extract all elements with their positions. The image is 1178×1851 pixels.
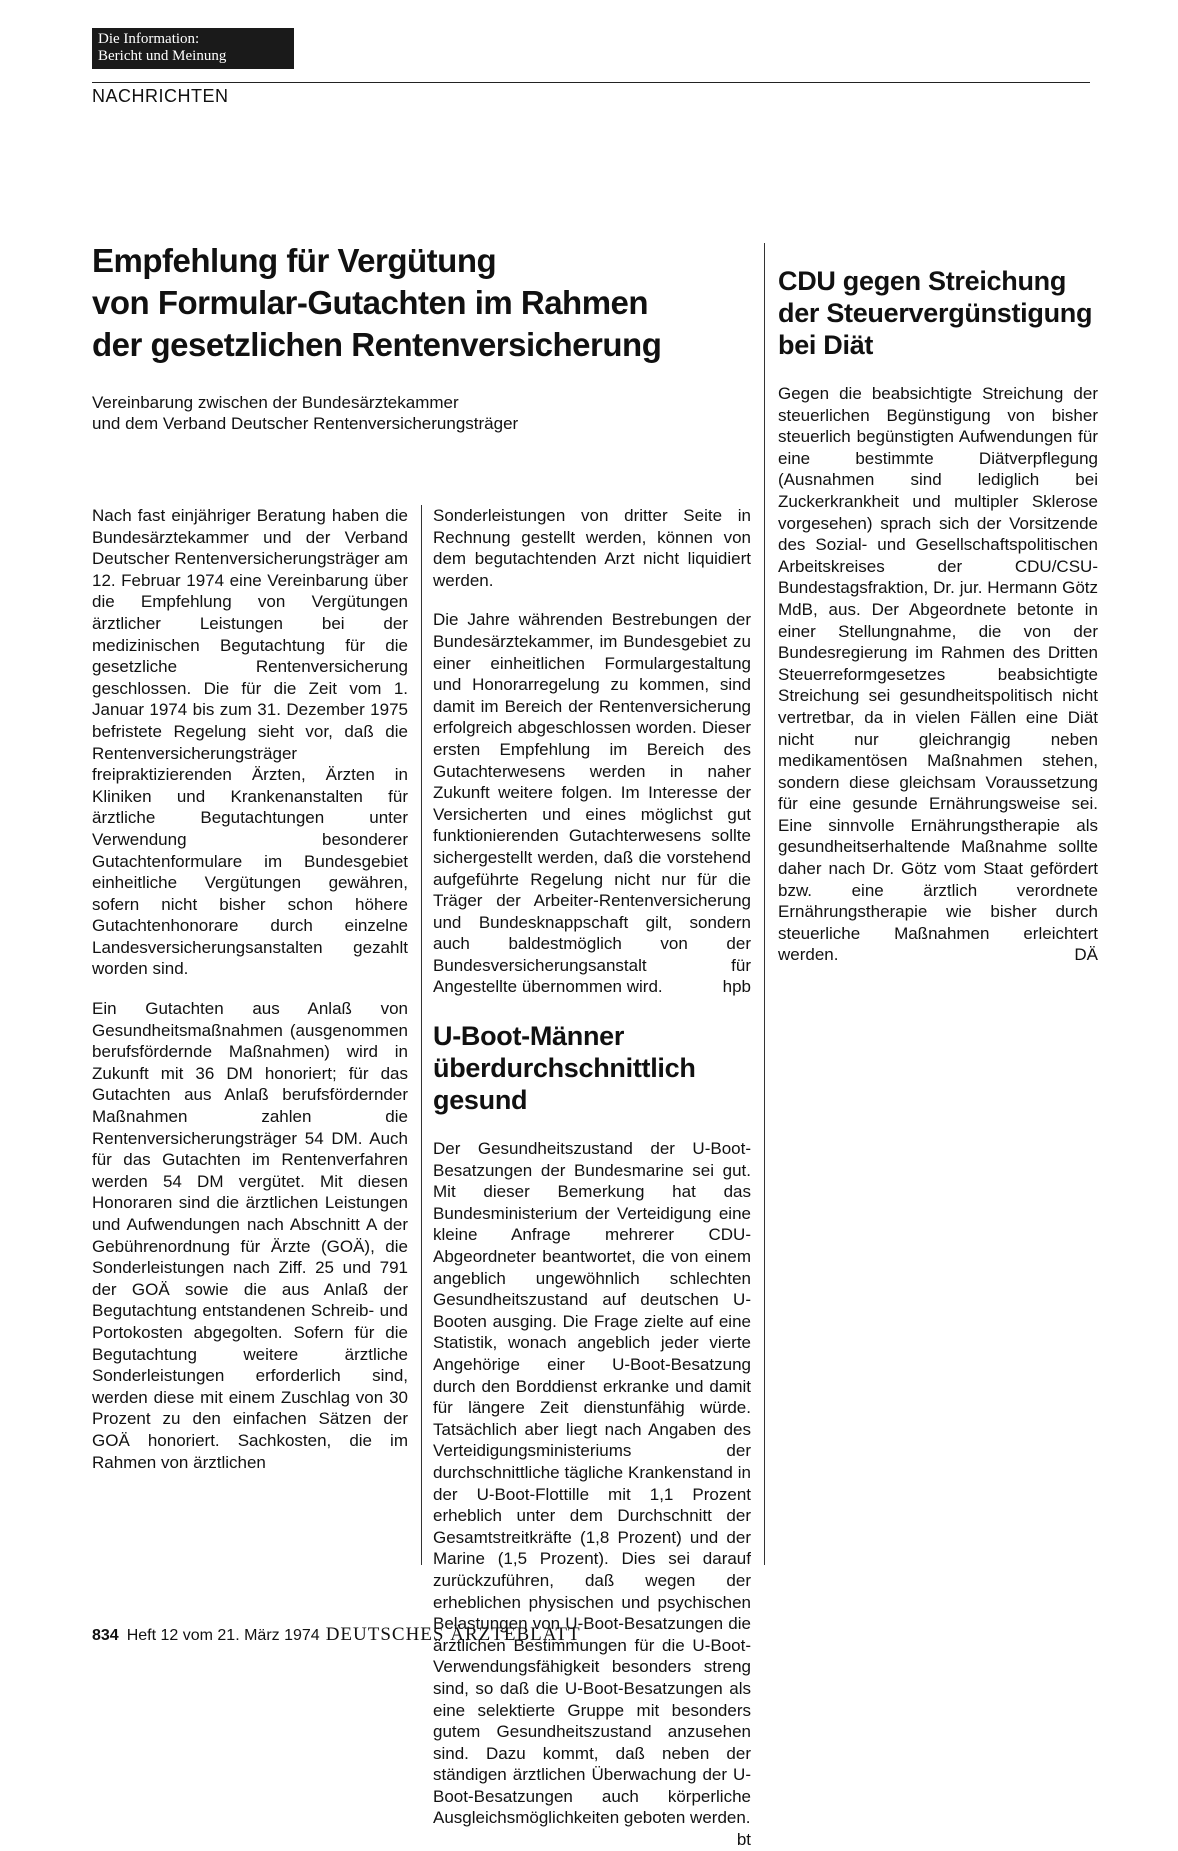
article1-paragraph-4: Die Jahre währenden Bestrebungen der Bundesärztekammer, im Bundesgebiet zu einer einheitlichen Formulargestaltung und Honorarregelung zu kommen, sind damit im Bereich der Rentenversicherung erfolgreich abgeschlossen worden. Dieser ersten Empfehlung im Bereich des Gutachterwesens werden in naher Zukunft weitere folgen. Im Interesse der Versicherten und eines möglichst gut funktionierenden Gutachterwesens sollte sichergestellt werden, daß die vorstehend aufgeführte Regelung nicht nur für die Träger der Arbeiter-Rentenversicherung und Bundesknappschaft gilt, sondern auch baldestmöglich von der Bundesversicherungsanstalt für Angestellte übernommen wird. <box>433 610 751 997</box>
article3-signature: DÄ <box>1074 945 1098 965</box>
journal-name: DEUTSCHES ÄRZTEBLATT <box>325 1624 581 1645</box>
article2-signature: bt <box>736 1830 751 1850</box>
article1-paragraph-3: Sonderleistungen von dritter Seite in Rechnung gestellt werden, können von dem begutachtenden Arzt nicht liquidiert werden. <box>433 506 751 590</box>
headline-line3: der gesetzlichen Rentenversicherung <box>92 326 662 363</box>
section-label: NACHRICHTEN <box>92 86 229 106</box>
article1-paragraph-2: Ein Gutachten aus Anlaß von Gesundheitsmaßnahmen (ausgenommen berufsfördernde Maßnahmen) wird in Zukunft mit 36 DM honoriert; für das Gutachten aus Anlaß berufsfördernder Maßnahmen zahlen die Rentenversicherungsträger 54 DM. Auch für das Gutachten im Rentenverfahren werden 54 DM vergütet. Mit diesen Honoraren sind die ärztlichen Leistungen und Aufwendungen nach Abschnitt A der Gebührenordnung für Ärzte (GOÄ), die Sonderleistungen nach Ziff. 25 und 791 der GOÄ sowie die aus Anlaß der Begutachtung entstandenen Schreib- und Portokosten abgegolten. Sofern für die Begutachtung weitere ärztliche Sonderleistungen erforderlich sind, werden diese mit einem Zuschlag von 30 Prozent zu den einfachen Sätzen der GOÄ honoriert. Sachkosten, die im Rahmen von ärztlichen <box>92 999 408 1472</box>
page-footer <box>92 1624 581 1646</box>
text-column-3 <box>778 243 1098 984</box>
section-header-box <box>92 28 294 69</box>
text-column-2 <box>433 505 751 1851</box>
article2-body: Der Gesundheitszustand der U-Boot-Besatzungen der Bundesmarine sei gut. Mit dieser Bemerkung hat das Bundesministerium der Verteidigung eine kleine Anfrage mehrerer CDU-Abgeordneter beantwortet, die von einem angeblich ungewöhnlich schlechten Gesundheitszustand auf deutschen U-Booten ausging. Die Frage zielte auf eine Statistik, wonach angeblich jeder vierte Angehörige einer U-Boot-Besatzung durch den Borddienst erkranke und damit für längere Zeit dienstunfähig würde. Tatsächlich aber liegt nach Angaben des Verteidigungsministeriums der durchschnittliche tägliche Krankenstand in der U-Boot-Flottille mit 1,1 Prozent erheblich unter dem Durchschnitt der Gesamtstreitkräfte (1,8 Prozent) und der Marine (1,5 Prozent). Dies sei darauf zurückzuführen, daß wegen der erheblichen physischen und psychischen Belastungen von U-Boot-Besatzungen die ärztlichen Bestimmungen für die U-Boot-Verwendungsfähigkeit besonders streng sind, so daß die U-Boot-Besatzungen als eine selektierte Gruppe mit besonders gutem Gesundheitszustand anzusehen sind. Dazu kommt, daß neben der ständigen ärztlichen Überwachung der U-Boot-Besatzungen auch körperliche Ausgleichsmöglichkeiten geboten werden. <box>433 1139 751 1828</box>
column-divider <box>764 243 765 1565</box>
column-divider <box>421 505 422 1565</box>
article3-headline: CDU gegen Streichung der Steuervergünstigung bei Diät <box>778 266 1093 360</box>
article3-paragraph <box>778 383 1098 966</box>
article2-paragraph <box>433 1138 751 1850</box>
headline-line1: Empfehlung für Vergütung <box>92 242 497 279</box>
article1-paragraph-1: Nach fast einjähriger Beratung haben die Bundesärztekammer und der Verband Deutscher Rentenversicherungsträger am 12. Februar 1974 eine Vereinbarung über die Empfehlung von Vergütungen ärztlicher Leistungen bei der medizinischen Begutachtung für die gesetzliche Rentenversicherung geschlossen. Die für die Zeit vom 1. Januar 1974 bis zum 31. Dezember 1975 befristete Regelung sieht vor, daß die Rentenversicherungsträger freipraktizierenden Ärzten, Ärzten in Kliniken und Krankenanstalten für ärztliche Begutachtungen unter Verwendung besonderer Gutachtenformulare im Bundesgebiet einheitliche Vergütungen gewähren, sofern nicht bisher schon höhere Gutachtenhonorare durch einzelne Landesversicherungsanstalten gezahlt worden sind. <box>92 506 408 979</box>
page-number: 834 <box>92 1627 119 1644</box>
text-column-1 <box>92 505 408 1491</box>
issue-info: Heft 12 vom 21. März 1974 <box>126 1627 320 1644</box>
header-box-line1: Die Information: <box>98 31 200 47</box>
article1-paragraph-4-wrap <box>433 609 751 998</box>
header-box-line2: Bericht und Meinung <box>98 48 227 64</box>
article1-signature: hpb <box>722 977 751 997</box>
header-rule <box>92 82 1090 83</box>
article-headline <box>92 240 732 366</box>
subtitle-line1: Vereinbarung zwischen der Bundesärztekammer <box>92 393 459 412</box>
headline-line2: von Formular-Gutachten im Rahmen <box>92 284 649 321</box>
article3-body: Gegen die beabsichtigte Streichung der steuerlichen Begünstigung von bisher steuerlich begünstigten Aufwendungen für eine bestimmte Diätverpflegung (Ausnahmen sind lediglich bei Zuckerkrankheit und multipler Sklerose vorgesehen) sprach sich der Vorsitzende des Sozial- und Gesellschaftspolitischen Arbeitskreises der CDU/CSU-Bundestagsfraktion, Dr. jur. Hermann Götz MdB, aus. Der Abgeordnete betonte in einer Stellungnahme, die von der Bundesregierung im Rahmen des Dritten Steuerreformgesetzes beabsichtigte Streichung sei gesundheitspolitisch nicht vertretbar, da in vielen Fällen eine Diät nicht nur gleichrangig neben medikamentösen Maßnahmen stehen, sondern diese gleichsam Voraussetzung für eine gesunde Ernährungsweise sei. Eine sinnvolle Ernährungstherapie als gesundheitserhaltende Maßnahme sollte daher nach Dr. Götz vom Staat gefördert bzw. eine ärztlich verordnete Ernährungstherapie wie bisher durch steuerliche Maßnahmen erleichtert werden. <box>778 384 1098 965</box>
article2-headline: U-Boot-Männer überdurchschnittlich gesund <box>433 1021 696 1116</box>
article-subtitle <box>92 392 732 434</box>
subtitle-line2: und dem Verband Deutscher Rentenversicherungsträger <box>92 414 519 433</box>
